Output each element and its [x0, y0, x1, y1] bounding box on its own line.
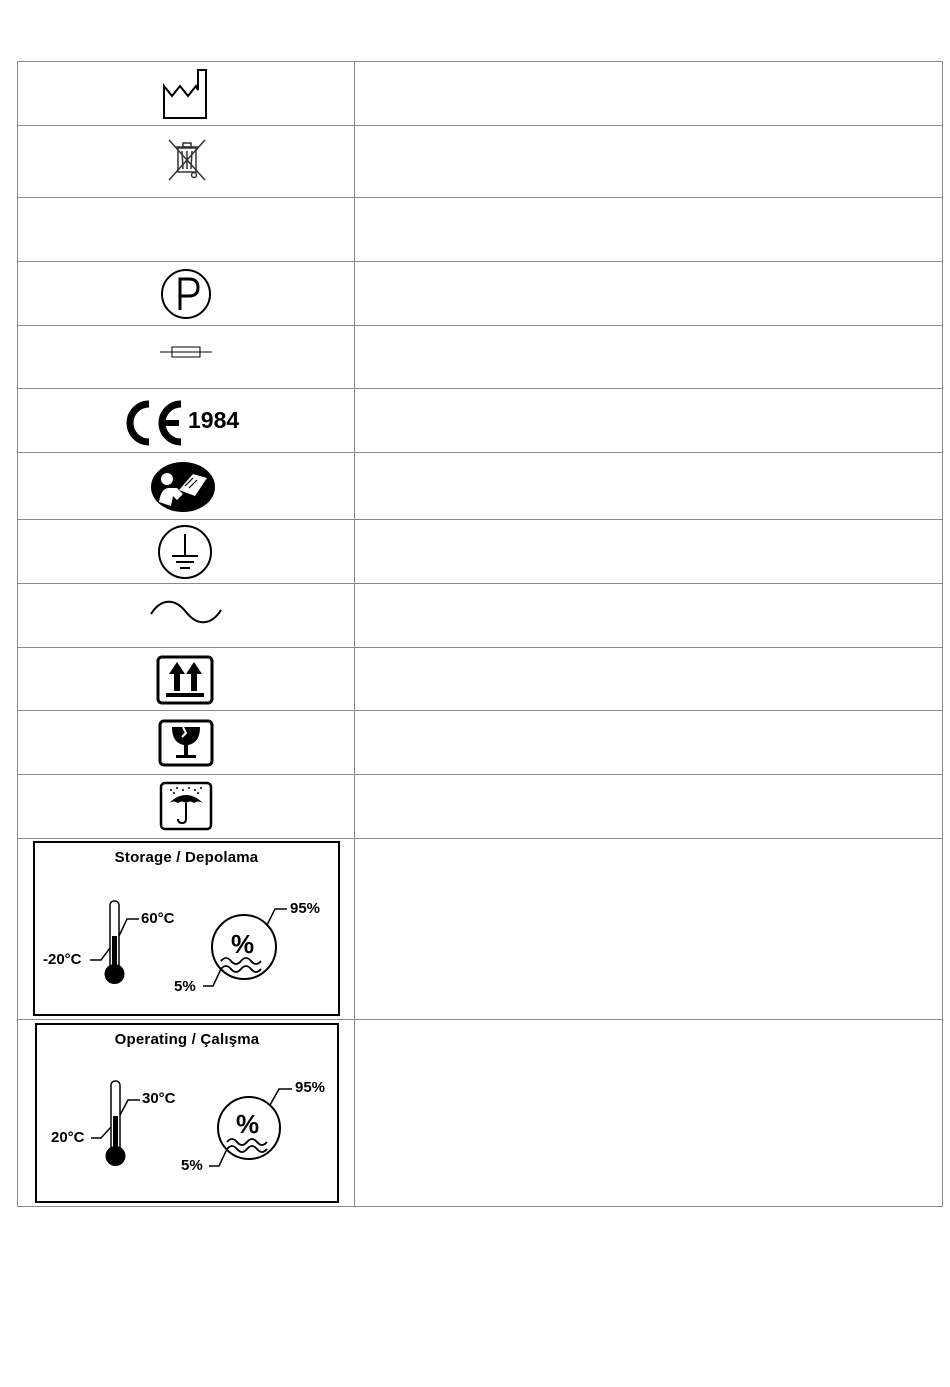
ce-number: 1984 — [188, 407, 240, 433]
operating-hum-high: 95% — [295, 1079, 326, 1096]
this-way-up-icon — [156, 655, 214, 705]
storage-hum-low: 5% — [174, 978, 196, 995]
read-manual-icon — [149, 460, 217, 514]
operating-hum-low: 5% — [181, 1157, 203, 1174]
weee-crossed-bin-icon — [165, 136, 209, 184]
operating-conditions-box — [35, 1023, 339, 1203]
operating-humidity-symbol: % — [236, 1109, 260, 1139]
operating-temp-low: 20°C — [51, 1129, 85, 1146]
fragile-icon — [158, 719, 214, 767]
p-circle-icon — [160, 268, 212, 320]
alternating-current-icon — [149, 598, 223, 626]
manufacturer-icon — [162, 68, 210, 120]
operating-temp-high: 30°C — [142, 1090, 176, 1107]
ce-mark-icon — [124, 397, 254, 447]
fuse-icon — [158, 344, 214, 360]
operating-thermometer-icon — [37, 1025, 337, 1201]
protective-earth-icon — [156, 524, 214, 580]
storage-temp-high: 60°C — [141, 910, 175, 927]
storage-conditions-box — [33, 841, 340, 1016]
storage-title: Storage / Depolama — [114, 849, 259, 866]
storage-hum-high: 95% — [290, 900, 321, 917]
storage-temp-low: -20°C — [43, 951, 82, 968]
operating-title: Operating / Çalışma — [114, 1031, 260, 1048]
storage-humidity-symbol: % — [231, 929, 255, 959]
symbols-table — [17, 61, 943, 1207]
keep-dry-icon — [159, 781, 213, 831]
